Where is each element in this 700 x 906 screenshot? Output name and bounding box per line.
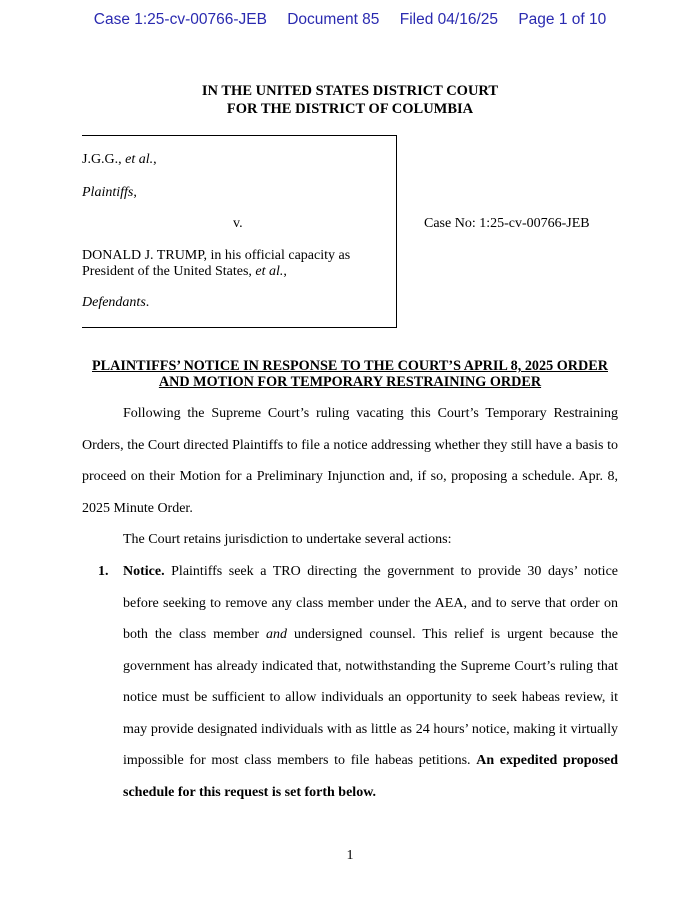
list-item-text-b: undersigned counsel. This relief is urgent because the government has already indicated that, notwithstanding the Supreme Court’s ruling that notice must be sufficient to allow individuals an opportunity to seek habeas review, it may provide designated individuals with as little as 24 hours’ notice, making it virtually impossible for most class members to file habeas petitions.: [123, 627, 618, 768]
ecf-header: [0, 11, 700, 29]
defendant-et-al: et al.: [255, 264, 284, 279]
plaintiffs-comma: ,: [133, 185, 137, 200]
page-number: 1: [346, 848, 354, 863]
plaintiff-comma: ,: [153, 152, 157, 167]
list-item-and: and: [266, 627, 288, 642]
ecf-page-indicator: Page 1 of 10: [518, 11, 607, 28]
court-title-line1: IN THE UNITED STATES DISTRICT COURT: [201, 83, 499, 99]
ecf-document-number: Document 85: [287, 11, 380, 28]
defendants-label-text: Defendants: [82, 295, 146, 310]
caption-plaintiff-name: [82, 152, 157, 168]
list-item-text-a: Plaintiffs seek a TRO directing the government to provide 30 days’ notice before seeking to remove any class member under the AEA, and to serve that order on both the class member: [123, 564, 618, 642]
caption-versus: v.: [233, 216, 243, 231]
caption-defendant-line2: [82, 264, 287, 280]
list-item-bold-text: An expedited proposed schedule for this request is set forth below.: [123, 753, 619, 800]
document-title-line1: PLAINTIFFS’ NOTICE IN RESPONSE TO THE COURT’S APRIL 8, 2025 ORDER: [92, 358, 608, 374]
ecf-case-number: Case 1:25-cv-00766-JEB: [93, 11, 267, 28]
plaintiff-et-al: et al.: [125, 152, 154, 167]
plaintiff-name-text: J.G.G.,: [82, 152, 126, 167]
document-title-line2: AND MOTION FOR TEMPORARY RESTRAINING ORDER: [158, 374, 542, 390]
court-title: [0, 82, 700, 118]
case-number: Case No: 1:25-cv-00766-JEB: [424, 216, 590, 231]
caption-defendants-label: [82, 295, 149, 311]
list-item-heading: Notice.: [123, 564, 165, 579]
plaintiffs-label-text: Plaintiffs: [82, 185, 134, 200]
ecf-filed-date: Filed 04/16/25: [399, 11, 498, 28]
caption-defendant-line1: DONALD J. TRUMP, in his official capacity as: [82, 248, 351, 263]
defendant-line2-text: President of the United States,: [82, 264, 256, 279]
court-title-line2: FOR THE DISTRICT OF COLUMBIA: [226, 101, 474, 117]
document-title: [82, 358, 618, 390]
defendants-period: .: [145, 295, 150, 310]
paragraph-jurisdiction: The Court retains jurisdiction to undertake several actions:: [123, 532, 452, 547]
defendant-comma: ,: [283, 264, 287, 279]
paragraph-intro: Following the Supreme Court’s ruling vacating this Court’s Temporary Restraining Orders, the Court directed Plaintiffs to file a notice addressing whether they still have a basis to proceed on their Motion for a Preliminary Injunction and, if so, proposing a schedule. Apr. 8, 2025 Minute Order.: [82, 406, 618, 516]
list-item-notice: [82, 556, 618, 808]
list-item-body: [123, 556, 618, 808]
caption-plaintiffs-label: [82, 185, 137, 201]
list-item-number: 1.: [98, 564, 109, 579]
